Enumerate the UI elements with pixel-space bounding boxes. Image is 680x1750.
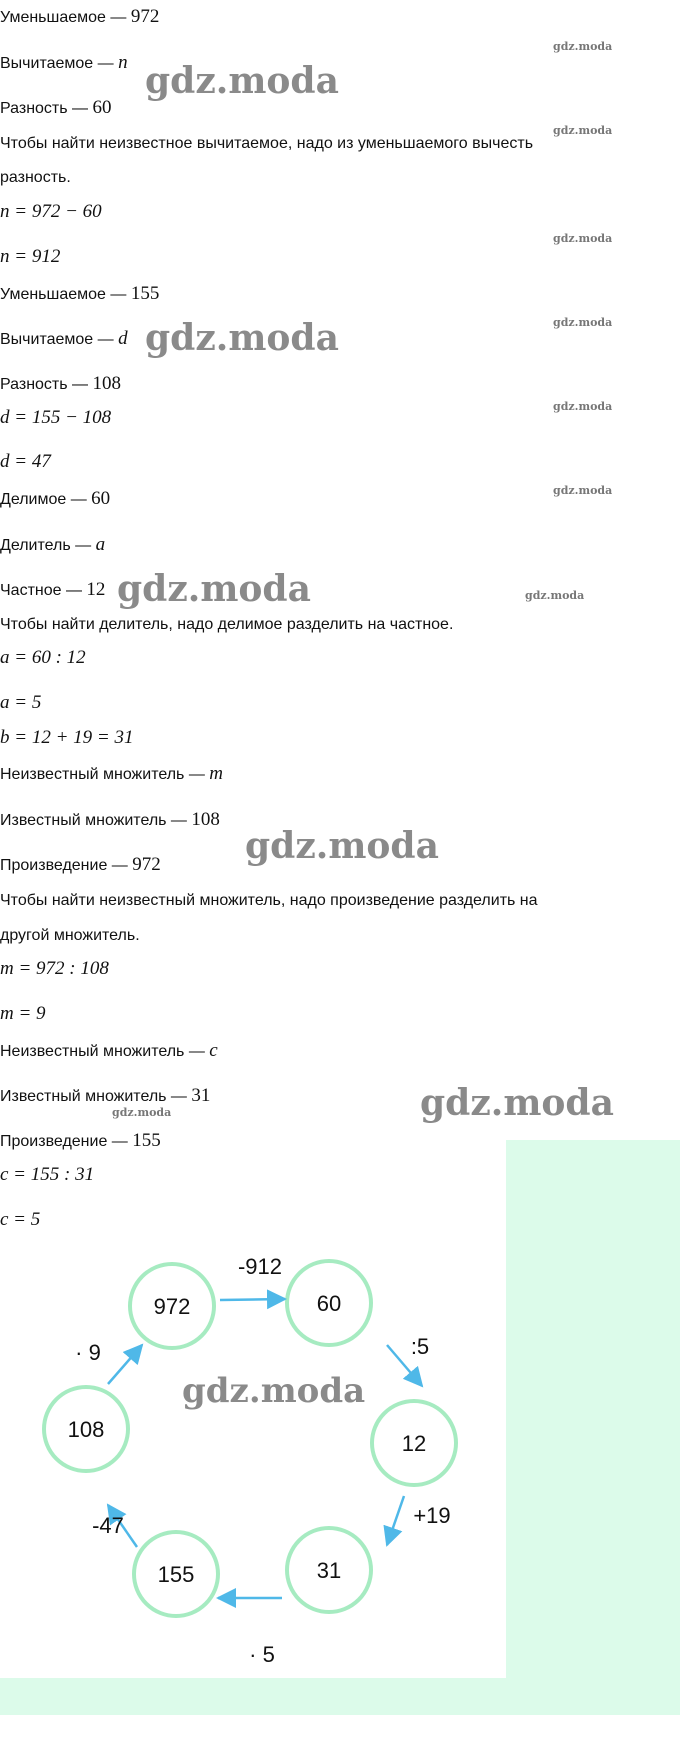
watermark-logo: gdz.moda [420, 1082, 614, 1124]
watermark-small: gdz.moda [112, 1106, 172, 1119]
watermark-small: gdz.moda [553, 40, 613, 53]
text-line: Чтобы найти неизвестное вычитаемое, надо из уменьшаемого вычесть [0, 135, 534, 152]
text-line: a = 5 [0, 692, 42, 713]
text-line: Неизвестный множитель — c [0, 1040, 218, 1061]
text-line: n = 972 − 60 [0, 201, 102, 222]
text-line: Уменьшаемое — 155 [0, 283, 160, 304]
watermark-small: gdz.moda [553, 316, 613, 329]
text-line: a = 60 : 12 [0, 647, 86, 668]
cycle-operation-label: · 5 [249, 1642, 275, 1667]
background-panel [506, 1140, 680, 1678]
cycle-diagram [0, 1140, 680, 1715]
cycle-node-value: 31 [316, 1558, 342, 1583]
text-line: Уменьшаемое — 972 [0, 6, 160, 27]
text-line: Вычитаемое — n [0, 52, 128, 73]
cycle-node-value: 155 [157, 1562, 195, 1587]
cycle-node-value: 60 [316, 1291, 342, 1316]
text-line: Разность — 60 [0, 97, 112, 118]
background-panel [0, 1678, 680, 1715]
watermark-small: gdz.moda [525, 589, 585, 602]
text-line: c = 155 : 31 [0, 1164, 95, 1185]
watermark-small: gdz.moda [553, 484, 613, 497]
text-line: Известный множитель — 108 [0, 809, 220, 830]
text-line: Известный множитель — 31 [0, 1085, 211, 1106]
text-line: Делитель — a [0, 534, 106, 555]
text-line: Неизвестный множитель — m [0, 763, 223, 784]
watermark-logo: gdz.moda [245, 825, 439, 867]
cycle-operation-label: · 9 [75, 1340, 101, 1365]
watermark-logo: gdz.moda [117, 568, 311, 610]
text-line: c = 5 [0, 1209, 41, 1230]
cycle-operation-label: +19 [413, 1503, 451, 1528]
cycle-arrow [387, 1496, 404, 1545]
text-line: Произведение — 972 [0, 854, 161, 875]
text-line: Вычитаемое — d [0, 328, 128, 349]
watermark-logo: gdz.moda [145, 317, 339, 359]
cycle-node-value: 12 [401, 1431, 427, 1456]
text-line: m = 972 : 108 [0, 958, 109, 979]
watermark-small: gdz.moda [553, 232, 613, 245]
watermark-logo: gdz.moda [182, 1371, 366, 1411]
text-line: b = 12 + 19 = 31 [0, 727, 134, 748]
text-line: Чтобы найти делитель, надо делимое разделить на частное. [0, 616, 454, 633]
text-line: d = 47 [0, 451, 51, 472]
cycle-arrow [220, 1299, 285, 1300]
watermark-logo: gdz.moda [145, 60, 339, 102]
watermark-small: gdz.moda [553, 124, 613, 137]
text-line: Разность — 108 [0, 373, 121, 394]
cycle-node-value: 108 [67, 1417, 105, 1442]
text-line: Чтобы найти неизвестный множитель, надо произведение разделить на [0, 892, 538, 909]
text-line: d = 155 − 108 [0, 407, 112, 428]
cycle-operation-label: -912 [237, 1254, 283, 1279]
text-line: разность. [0, 169, 71, 186]
text-line: Произведение — 155 [0, 1130, 161, 1151]
text-line: Делимое — 60 [0, 488, 111, 509]
cycle-operation-label: :5 [410, 1334, 430, 1359]
text-line: m = 9 [0, 1003, 46, 1024]
cycle-node-value: 972 [153, 1294, 191, 1319]
watermark-small: gdz.moda [553, 400, 613, 413]
cycle-arrow [108, 1345, 142, 1384]
cycle-operation-label: -47 [92, 1513, 124, 1538]
text-line: другой множитель. [0, 927, 140, 944]
text-line: Частное — 12 [0, 579, 106, 600]
text-line: n = 912 [0, 246, 61, 267]
